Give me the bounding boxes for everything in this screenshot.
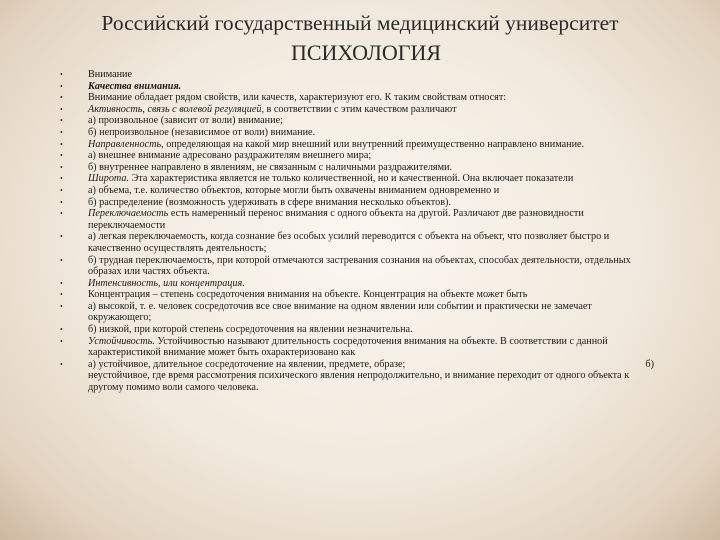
list-item — [60, 127, 654, 139]
item-text: Эта характеристика является не только количественной, но и качественной. Она включает показатели — [129, 173, 574, 185]
bullet-icon: • — [60, 151, 63, 161]
bullet-icon: • — [60, 174, 63, 184]
list-item — [60, 162, 654, 174]
bullet-icon: • — [60, 278, 63, 288]
list-item — [60, 81, 654, 93]
list-item — [60, 336, 654, 359]
bullet-icon: • — [60, 162, 63, 172]
item-lead-text: Устойчивость. — [88, 335, 155, 347]
list-item — [60, 301, 654, 324]
list-item — [60, 139, 654, 151]
item-lead-text: Интенсивность, или концентрация. — [88, 277, 245, 289]
item-text: а) внешнее внимание адресовано раздражителям внешнего мира; — [88, 150, 372, 162]
item-lead-text: Переключаемость — [88, 208, 169, 220]
item-lead-text: Активность, связь с волевой регуляцией, — [88, 103, 264, 115]
bullet-icon: • — [60, 255, 63, 265]
item-text: определяющая на какой мир внешний или внутренний преимущественно направлено внимание. — [163, 138, 585, 150]
item-text: есть намеренный перенос внимания с одного объекта на другой. Различают две разновидности переключаемости — [88, 208, 584, 231]
list-item — [60, 69, 654, 81]
item-text: б) непроизвольное (независимое от воли) внимание. — [88, 126, 316, 138]
page-title: Российский государственный медицинский университет — [101, 11, 619, 35]
item-text: б) внутреннее направлено в явлениям, не связанным с наличными раздражителями. — [88, 161, 453, 173]
bullet-icon: • — [60, 127, 63, 137]
item-text: Внимание обладает рядом свойств, или качеств, характеризуют его. К таким свойствам относят: — [88, 92, 507, 104]
bullet-icon: • — [60, 197, 63, 207]
list-item — [60, 255, 654, 278]
list-item — [60, 231, 654, 254]
bullet-icon: • — [60, 232, 63, 242]
item-text: б) трудная переключаемость, при которой отмечаются застревания сознания на объектах, способах деятельности, отдельных образах или частях объекта. — [88, 254, 631, 278]
item-text: б) распределение (возможность удерживать в сфере внимания несколько объектов). — [88, 196, 451, 208]
list-item — [60, 324, 654, 336]
bullet-icon: • — [60, 359, 63, 369]
bullet-icon: • — [60, 336, 63, 346]
item-text: Устойчивостью называют длительность сосредоточения внимания на объекте. В соответствии с данной характеристикой внимание может быть охарактеризовано как — [88, 335, 608, 359]
item-text: а) произвольное (зависит от воли) внимание; — [88, 115, 283, 127]
item-text: Внимание — [88, 69, 133, 80]
list-item — [60, 115, 654, 127]
page-subtitle: ПСИХОЛОГИЯ — [290, 40, 442, 65]
item-text: б) низкой, при которой степень сосредоточения на явлении незначительна. — [88, 324, 413, 336]
item-text: Концентрация – степень сосредоточения внимания на объекте. Концентрация на объекте может быть — [88, 289, 528, 301]
item-lead-text: Качества внимания. — [88, 80, 182, 92]
bullet-icon: • — [60, 301, 63, 311]
item-lead-text: Широта. — [88, 173, 130, 185]
item-text: а) объема, т.е. количество объектов, которые могли быть охвачены вниманием одновременно и — [88, 184, 500, 196]
bullet-icon: • — [60, 325, 63, 335]
item-lead-text: Направленность, — [88, 138, 164, 150]
item-text: а) легкая переключаемость, когда сознание без особых усилий переводится с объекта на объект, что позволяет быстро и качественно осуществлять деятельность; — [88, 231, 610, 254]
list-item — [60, 92, 654, 104]
bullet-icon: • — [60, 116, 63, 126]
bullet-icon: • — [60, 290, 63, 300]
list-item — [60, 208, 654, 231]
item-text: а) высокой, т. е. человек сосредоточив все свое внимание на одном явлении или событии и практически не замечает окружающего; — [88, 300, 592, 324]
item-text-left: а) устойчивое, длительное сосредоточение на явлении, предмете, образе; — [88, 358, 406, 370]
list-item — [60, 278, 654, 290]
bullet-icon: • — [60, 81, 63, 91]
item-text: в соответствии с этим качеством различают — [264, 103, 457, 115]
bullet-icon: • — [60, 104, 63, 114]
list-item — [60, 104, 654, 116]
bullet-icon: • — [60, 70, 63, 79]
list-item — [60, 359, 654, 394]
item-text-right: б) — [645, 358, 654, 370]
bullet-icon: • — [60, 139, 63, 149]
bullet-icon: • — [60, 185, 63, 195]
bullet-icon: • — [60, 93, 63, 103]
list-item — [60, 173, 654, 185]
list-item — [60, 197, 654, 209]
list-item — [60, 289, 654, 301]
list-item — [60, 185, 654, 197]
content-list — [60, 69, 654, 394]
bullet-icon: • — [60, 209, 63, 219]
list-item — [60, 150, 654, 162]
item-text: неустойчивое, где время рассмотрения психического явления непродолжительно, и внимание переходит от одного объекта к другому помимо воли самого человека. — [88, 370, 630, 394]
